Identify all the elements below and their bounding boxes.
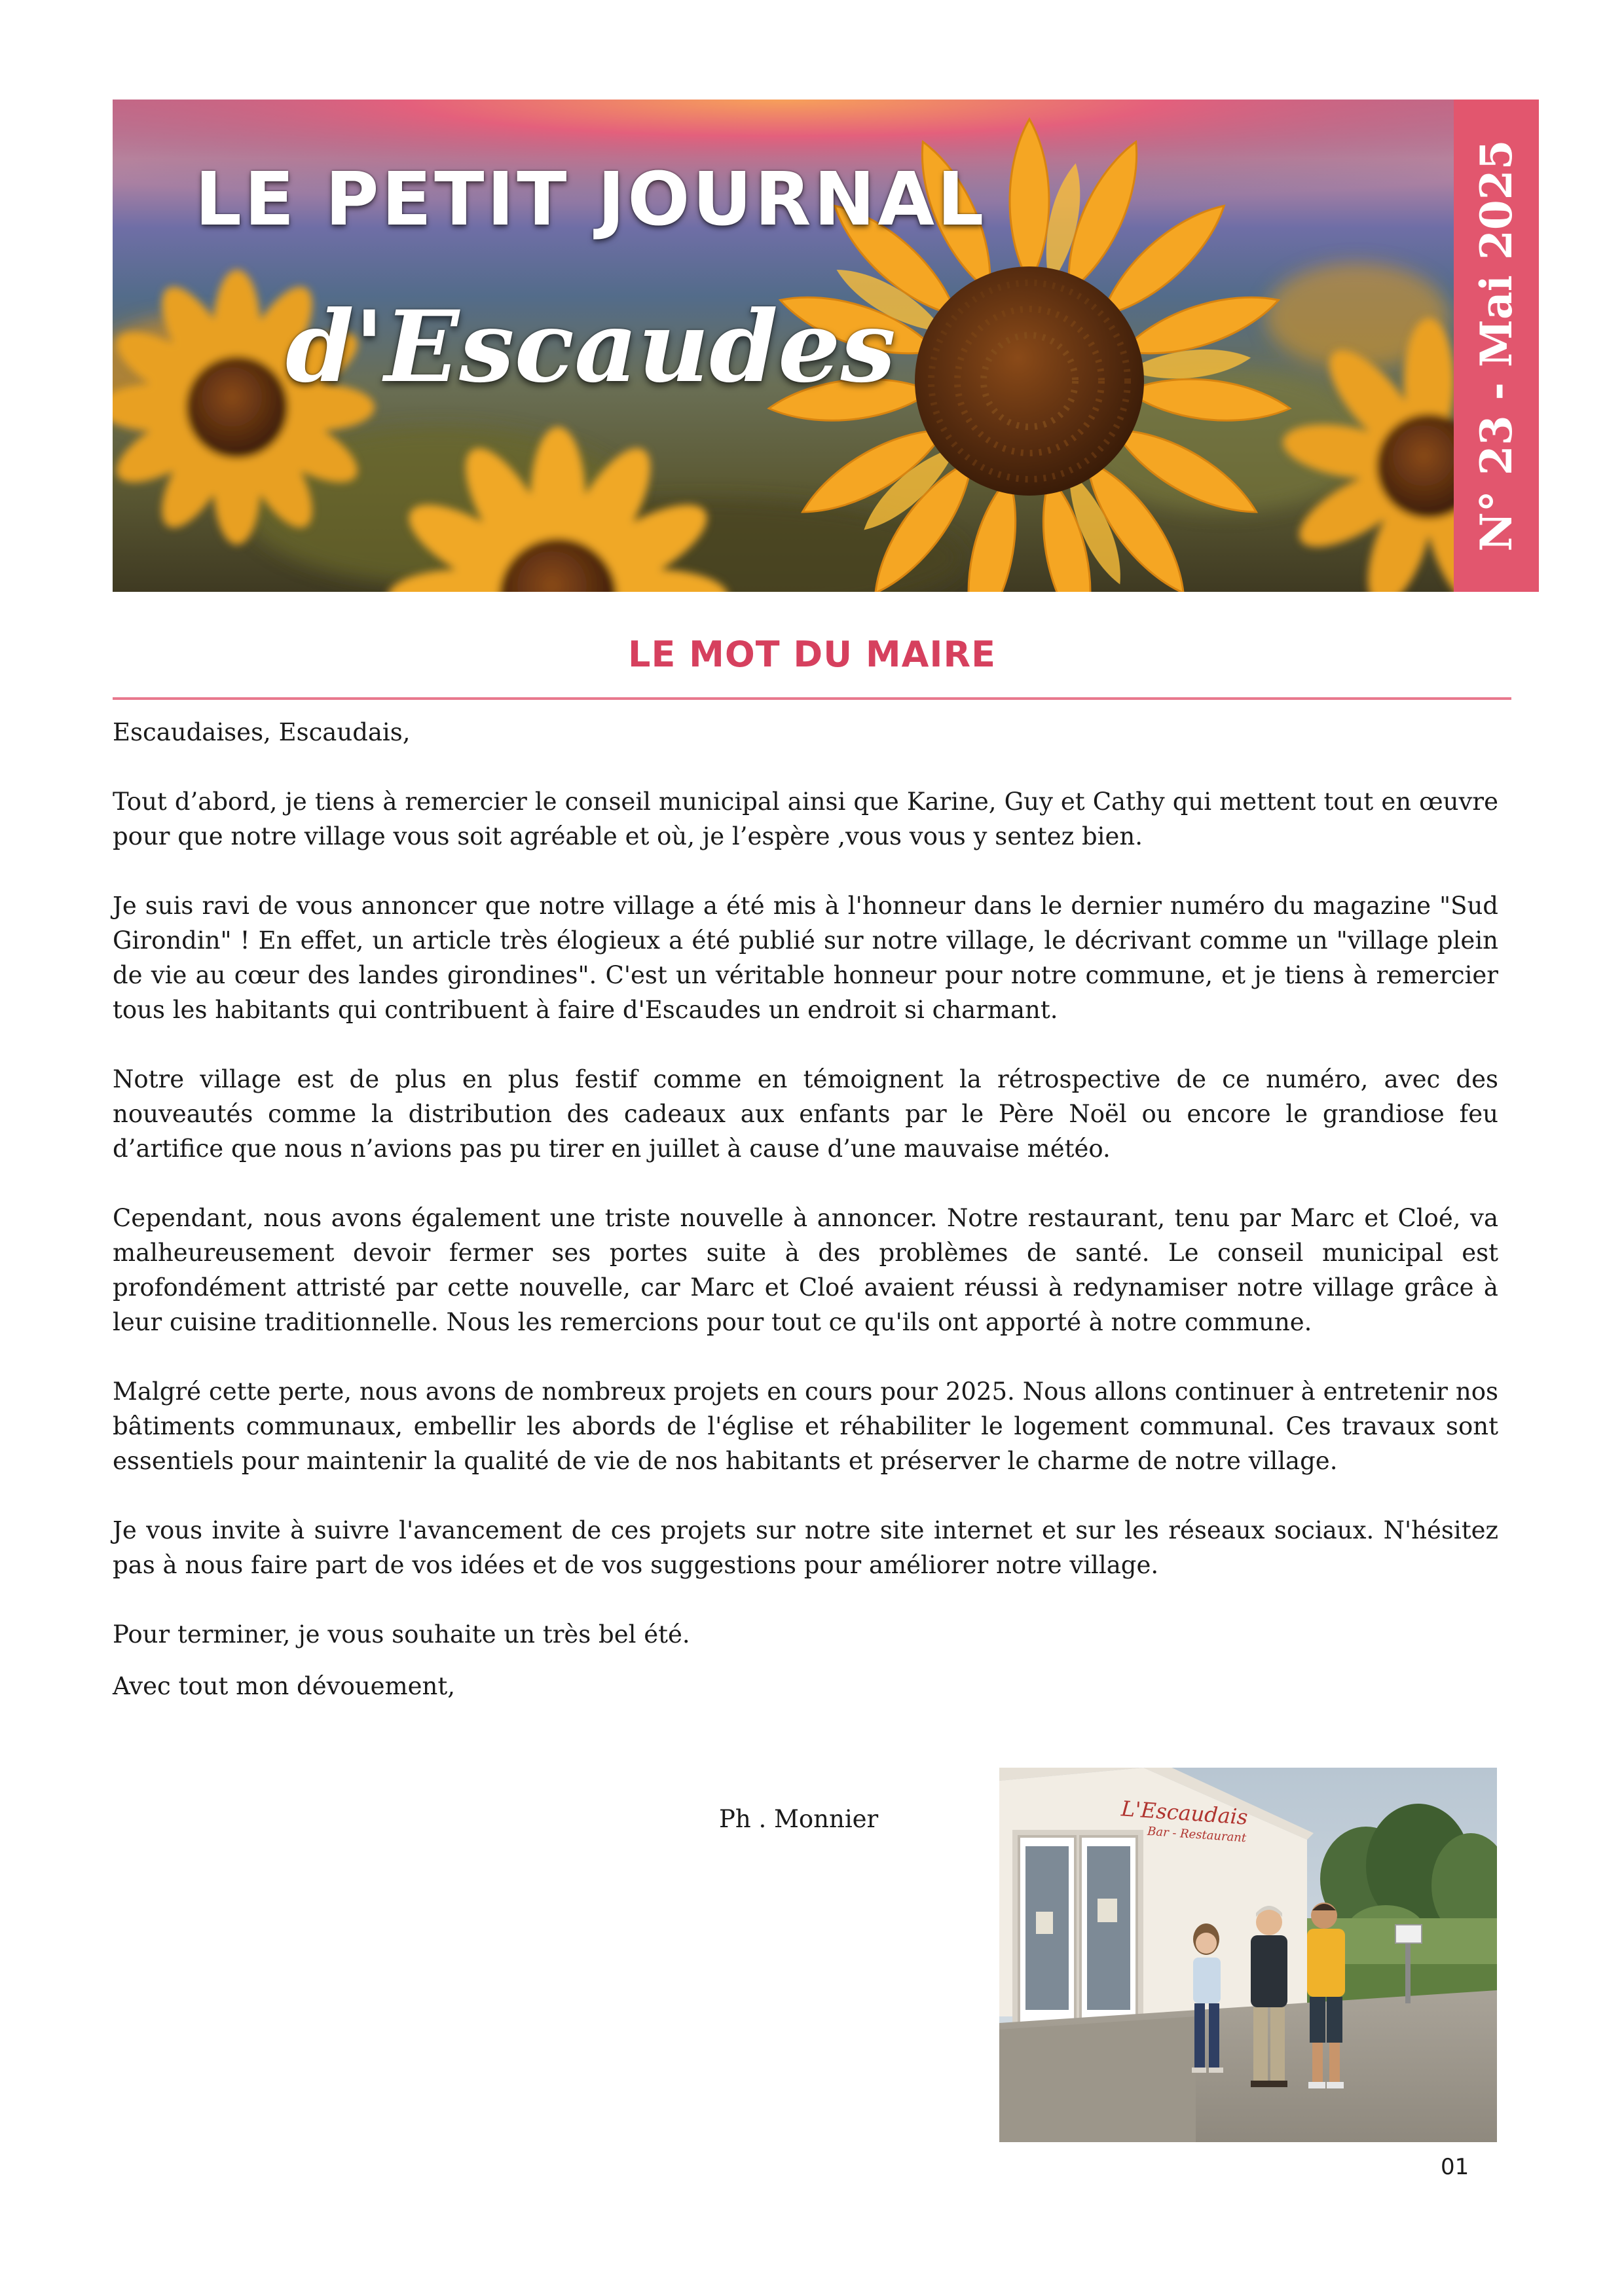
restaurant-sign: L'Escaudais <box>1120 1796 1249 1830</box>
letter-paragraph: Tout d’abord, je tiens à remercier le conseil municipal ainsi que Karine, Guy et Cathy qui mettent tout en œuvre pour que notre village vous soit agréable et où, je l’espère ,vous vous y sentez bien. <box>113 788 1498 850</box>
journal-title: LE PETIT JOURNAL <box>194 157 987 242</box>
letter-closing: Pour terminer, je vous souhaite un très bel été. <box>113 1620 690 1649</box>
letter-sign-off: Avec tout mon dévouement, <box>113 1672 455 1700</box>
masthead-banner <box>113 100 1539 592</box>
section-title: LE MOT DU MAIRE <box>628 634 996 675</box>
section-divider <box>113 697 1511 700</box>
restaurant-photo <box>999 1768 1497 2142</box>
issue-number: N° 23 - Mai 2025 <box>1471 139 1522 552</box>
letter-paragraph: Je suis ravi de vous annoncer que notre village a été mis à l'honneur dans le dernier numéro du magazine "Sud Girondin" ! En effet, un article très élogieux a été publié sur notre village, le décrivant comme un "village plein de vie au cœur des landes girondines". C'est un véritable honneur pour notre commune, et je tiens à remercier tous les habitants qui contribuent à faire d'Escaudes un endroit si charmant. <box>113 892 1498 1024</box>
journal-subtitle: d'Escaudes <box>286 289 896 405</box>
restaurant-illustration <box>999 1768 1497 2142</box>
letter-paragraph: Malgré cette perte, nous avons de nombreux projets en cours pour 2025. Nous allons continuer à entretenir nos bâtiments communaux, embellir les abords de l'église et réhabiliter le logement communal. Ces travaux sont essentiels pour maintenir la qualité de vie de nos habitants et préserver le charme de notre village. <box>113 1377 1498 1475</box>
letter-signature: Ph . Monnier <box>719 1805 879 1833</box>
restaurant-sign-subtitle: Bar - Restaurant <box>1147 1824 1247 1846</box>
sunflower-field-photo <box>113 100 1454 592</box>
issue-strip <box>1454 100 1539 592</box>
letter-paragraph: Notre village est de plus en plus festif comme en témoignent la rétrospective de ce numéro, avec des nouveautés comme la distribution des cadeaux aux enfants par le Père Noël ou encore le grandiose feu d’artifice que nous n’avions pas pu tirer en juillet à cause d’une mauvaise météo. <box>113 1065 1498 1163</box>
mayor-letter <box>113 715 1498 1721</box>
letter-paragraph: Je vous invite à suivre l'avancement de ces projets sur notre site internet et sur les réseaux sociaux. N'hésitez pas à nous faire part de vos idées et de vos suggestions pour améliorer notre village. <box>113 1516 1498 1579</box>
letter-greeting: Escaudaises, Escaudais, <box>113 718 411 746</box>
letter-paragraph: Cependant, nous avons également une triste nouvelle à annoncer. Notre restaurant, tenu par Marc et Cloé, va malheureusement devoir fermer ses portes suite à des problèmes de santé. Le conseil municipal est profondément attristé par cette nouvelle, car Marc et Cloé avaient réussi à redynamiser notre village grâce à leur cuisine traditionnelle. Nous les remercions pour tout ce qu'ils ont apporté à notre commune. <box>113 1204 1498 1336</box>
page-number: 01 <box>1441 2154 1469 2180</box>
